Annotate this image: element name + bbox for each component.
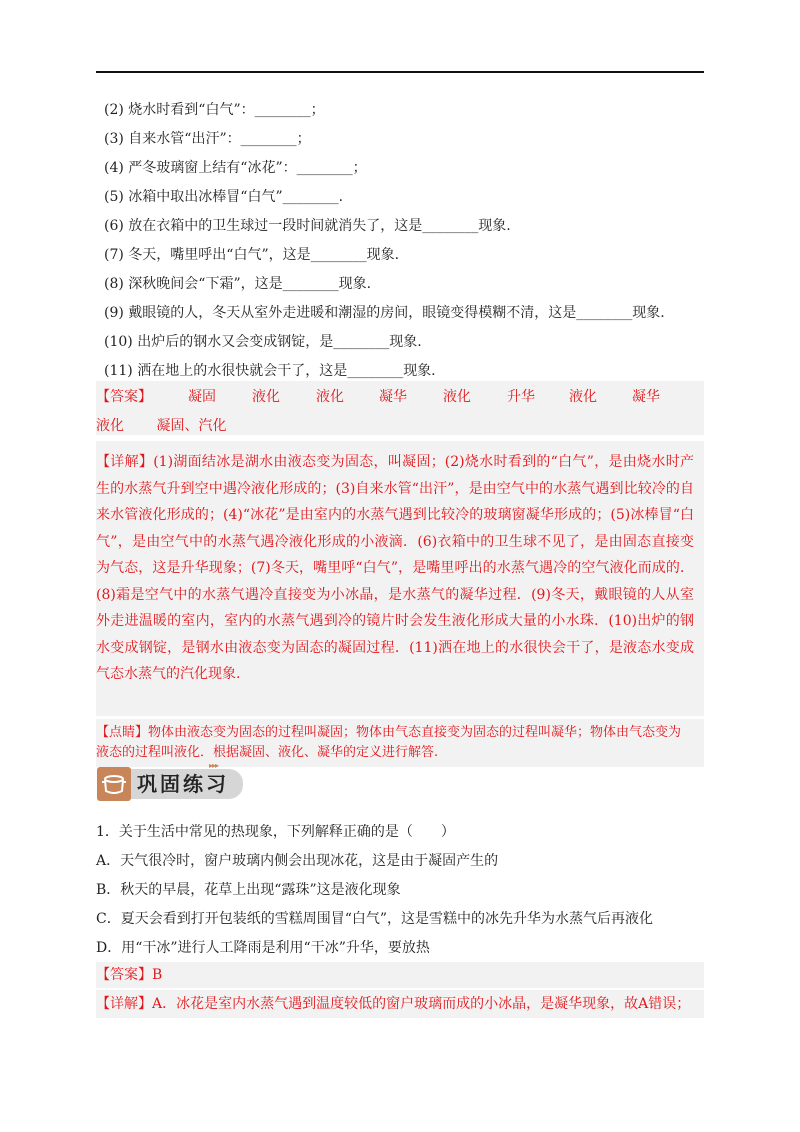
question-item: (8) 深秋晚间会“下霜”，这是________现象. <box>104 276 372 292</box>
answer-value: B <box>152 967 163 983</box>
answer-line <box>96 962 704 988</box>
detail-panel <box>96 441 704 716</box>
question-item: (7) 冬天，嘴里呼出“白气”，这是________现象. <box>104 247 400 263</box>
answer-panel <box>96 381 704 435</box>
question-list <box>104 96 704 386</box>
answer-item: 凝固 <box>188 389 216 405</box>
tip-tag: 【点睛】 <box>96 725 149 740</box>
detail-text: A．冰花是室内水蒸气遇到温度较低的窗户玻璃而成的小冰晶，是凝华现象，故A错误； <box>152 996 691 1012</box>
tip-text: 物体由液态变为固态的过程叫凝固；物体由气态直接变为固态的过程叫凝华；物体由气态变为液态的过程叫液化．根据凝固、液化、凝华的定义进行解答. <box>96 725 682 760</box>
header-rule <box>96 71 704 73</box>
question-item: (4) 严冬玻璃窗上结有“冰花”：________； <box>104 160 367 176</box>
answer-item: 液化 <box>569 389 597 405</box>
pot-icon <box>97 767 131 801</box>
question-item: (11) 洒在地上的水很快就会干了，这是________现象. <box>104 363 436 379</box>
tip-panel <box>96 719 704 767</box>
question-item: (6) 放在衣箱中的卫生球过一段时间就消失了，这是________现象. <box>104 218 511 234</box>
mcq-option: C．夏天会看到打开包装纸的雪糕周围冒“白气”，这是雪糕中的冰先升华为水蒸气后再液化 <box>96 911 654 927</box>
mcq-stem: 1．关于生活中常见的热现象，下列解释正确的是（ ） <box>96 824 455 840</box>
question-item: (9) 戴眼镜的人，冬天从室外走进暖和潮湿的房间，眼镜变得模糊不清，这是________现象. <box>104 305 665 321</box>
detail-tag: 【详解】 <box>96 996 152 1012</box>
section-header <box>97 761 257 805</box>
answer-item: 液化 <box>316 389 344 405</box>
detail-tag: 【详解】 <box>96 454 154 470</box>
question-item: (3) 自来水管“出汗”：________； <box>104 131 311 147</box>
detail-panel-2 <box>96 990 704 1018</box>
answer-item: 液化 <box>252 389 280 405</box>
mcq-option: B．秋天的早晨，花草上出现“露珠”这是液化现象 <box>96 882 401 898</box>
detail-paragraph <box>96 441 704 688</box>
mcq-option: D．用“干冰”进行人工降雨是利用“干冰”升华，要放热 <box>96 940 430 956</box>
mcq-option: A．天气很冷时，窗户玻璃内侧会出现冰花，这是由于凝固产生的 <box>96 853 499 869</box>
detail-text: (1)湖面结冰是湖水由液态变为固态，叫凝固；(2)烧水时看到的“白气”，是由烧水时产生的水蒸气升到空中遇冷液化形成的；(3)自来水管“出汗”，是由空气中的水蒸气遇到比较冷的自来水管液化形成的；(4)“冰花”是由室内的水蒸气遇到比较冷的玻璃窗凝华形成的；(5)冰棒冒“白气”，是由空气中的水蒸气遇冷液化形成的小液滴．(6)衣箱中的卫生球不见了，是由固态直接变为气态，这是升华现象；(7)冬天，嘴里呼“白气”，是嘴里呼出的水蒸气遇冷的空气液化而成的．(8)霜是空气中的水蒸气遇冷直接变为小冰晶，是水蒸气的凝华过程．(9)冬天，戴眼镜的人从室外走进温暖的室内，室内的水蒸气遇到冷的镜片时会发生液化形成大量的小水珠．(10)出炉的钢水变成钢锭，是钢水由液态变为固态的凝固过程．(11)洒在地上的水很快会干了，是液态水变成气态水蒸气的汽化现象. <box>96 454 694 682</box>
answer-tag: 【答案】 <box>96 389 152 405</box>
answer-panel-2 <box>96 962 704 988</box>
answer-item: 凝华 <box>379 389 407 405</box>
answer-tag: 【答案】 <box>96 967 152 983</box>
tip-paragraph <box>96 719 704 763</box>
detail-line <box>96 990 704 1018</box>
question-item: (5) 冰箱中取出冰棒冒“白气”________. <box>104 189 344 205</box>
answer-item: 凝华 <box>632 389 660 405</box>
answer-item: 液化 <box>443 389 471 405</box>
answer-item: 升华 <box>507 389 535 405</box>
answer-row <box>96 387 704 407</box>
answer-item: 凝固、汽化 <box>156 418 227 434</box>
mcq-question <box>96 818 704 963</box>
question-item: (10) 出炉后的钢水又会变成钢锭，是________现象. <box>104 334 422 350</box>
answer-item: 液化 <box>96 418 124 434</box>
arrow-decoration-icon: ▸▸▸ <box>209 761 219 770</box>
section-title: 巩固练习 <box>137 772 229 796</box>
answer-row <box>96 416 232 436</box>
question-item: (2) 烧水时看到“白气”：________； <box>104 102 325 118</box>
